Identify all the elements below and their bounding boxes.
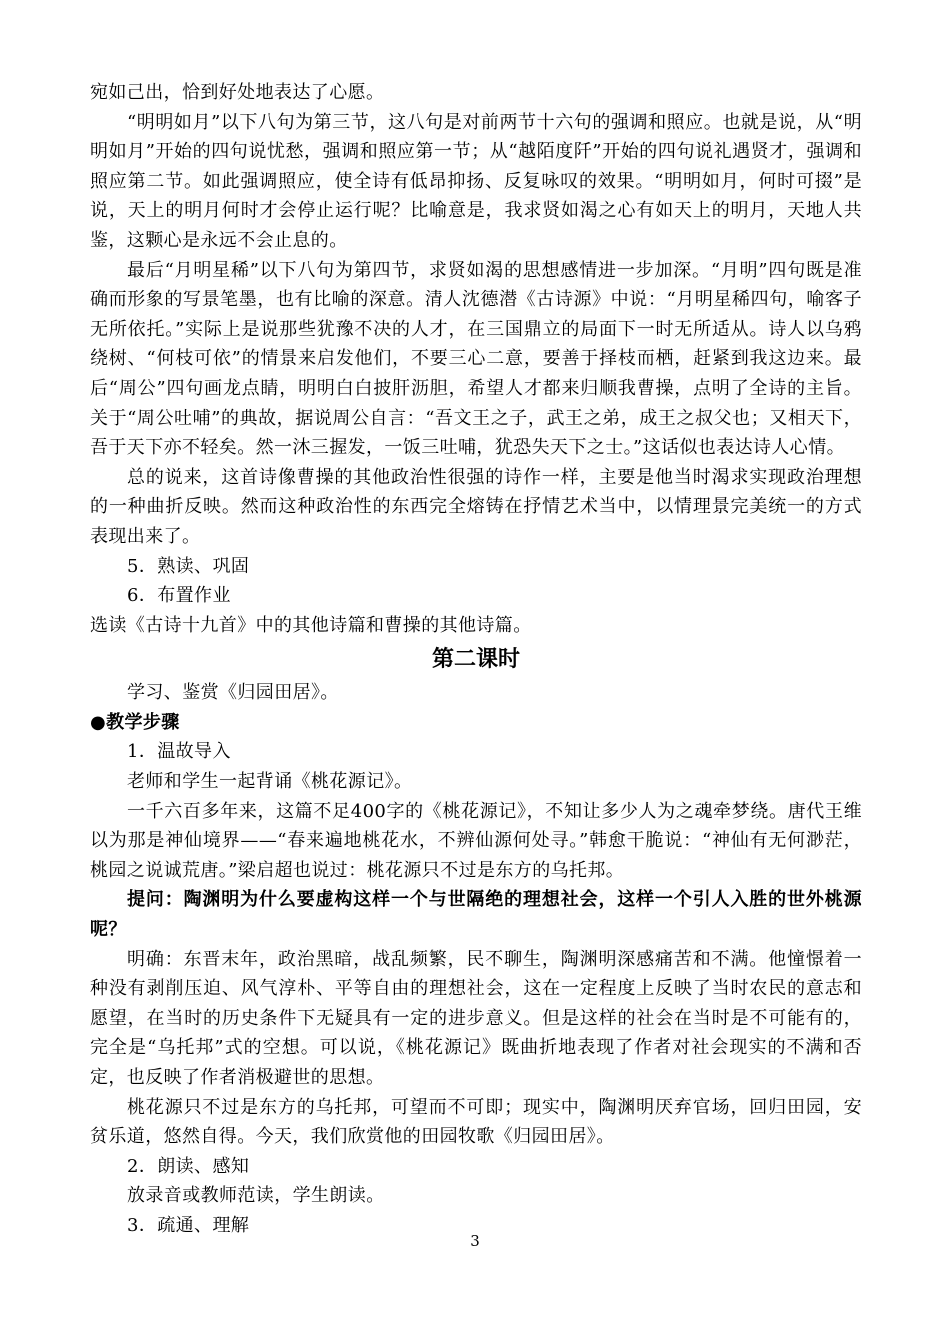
paragraph: 桃花源只不过是东方的乌托邦，可望而不可即；现实中，陶渊明厌弃官场，回归田园，安贫乐道，悠然自得。今天，我们欣赏他的田园牧歌《归园田居》。 <box>90 1096 862 1148</box>
list-item: 1．温故导入 <box>127 741 231 763</box>
page-number: 3 <box>470 1232 480 1250</box>
list-item: 2．朗读、感知 <box>127 1155 250 1177</box>
paragraph: 明确：东晋末年，政治黑暗，战乱频繁，民不聊生，陶渊明深感痛苦和不满。他憧憬着一种没有剥削压迫、风气淳朴、平等自由的理想社会，这在一定程度上反映了当时农民的意志和愿望，在当时的历史条件下无疑具有一定的进步意义。但是这样的社会在当时是不可能有的，完全是“乌托邦”式的空想。可以说，《桃花源记》既曲折地表现了作者对社会现实的不满和否定，也反映了作者消极避世的思想。 <box>90 948 862 1088</box>
paragraph: 放录音或教师范读，学生朗读。 <box>127 1185 385 1207</box>
list-item: 6．布置作业 <box>127 585 231 607</box>
question-paragraph: 提问：陶渊明为什么要虚构这样一个与世隔绝的理想社会，这样一个引人入胜的世外桃源呢？ <box>90 889 862 941</box>
document-page <box>90 78 862 1241</box>
paragraph: 一千六百多年来，这篇不足400字的《桃花源记》，不知让多少人为之魂牵梦绕。唐代王维以为那是神仙境界——“春来遍地桃花水，不辨仙源何处寻。”韩愈干脆说：“神仙有无何渺茫，桃园之说诚荒唐。”梁启超也说过：桃花源只不过是东方的乌托邦。 <box>90 800 862 881</box>
list-item: 3．疏通、理解 <box>127 1214 250 1236</box>
paragraph: 总的说来，这首诗像曹操的其他政治性很强的诗作一样，主要是他当时渴求实现政治理想的一种曲折反映。然而这种政治性的东西完全熔铸在抒情艺术当中，以情理景完美统一的方式表现出来了。 <box>90 466 862 547</box>
paragraph: 最后“月明星稀”以下八句为第四节，求贤如渴的思想感情进一步加深。“月明”四句既是准确而形象的写景笔墨，也有比喻的深意。清人沈德潜《古诗源》中说：“月明星稀四句，喻客子无所依托。”实际上是说那些犹豫不决的人才，在三国鼎立的局面下一时无所适从。诗人以乌鸦绕树、“何枝可依”的情景来启发他们，不要三心二意，要善于择枝而栖，赶紧到我这边来。最后“周公”四句画龙点睛，明明白白披肝沥胆，希望人才都来归顺我曹操，点明了全诗的主旨。关于“周公吐哺”的典故，据说周公自言：“吾文王之子，武王之弟，成王之叔父也；又相天下，吾于天下亦不轻矣。然一沐三握发，一饭三吐哺，犹恐失天下之士。”这话似也表达诗人心情。 <box>90 259 862 459</box>
paragraph: 选读《古诗十九首》中的其他诗篇和曹操的其他诗篇。 <box>90 614 532 636</box>
paragraph: 老师和学生一起背诵《桃花源记》。 <box>127 771 413 793</box>
steps-heading: ●教学步骤 <box>90 711 180 733</box>
paragraph: 宛如己出，恰到好处地表达了心愿。 <box>90 82 385 103</box>
list-item: 5．熟读、巩固 <box>127 555 250 577</box>
section-title: 第二课时 <box>431 646 520 673</box>
paragraph: “明明如月”以下八句为第三节，这八句是对前两节十六句的强调和照应。也就是说，从“明明如月”开始的四句说忧愁，强调和照应第一节；从“越陌度阡”开始的四句说礼遇贤才，强调和照应第二节。如此强调照应，使全诗有低昂抑扬、反复咏叹的效果。“明明如月，何时可掇”是说，天上的明月何时才会停止运行呢？比喻意是，我求贤如渴之心有如天上的明月，天地人共鉴，这颗心是永远不会止息的。 <box>90 111 862 251</box>
intro-text: 学习、鉴赏《归园田居》。 <box>127 682 339 704</box>
